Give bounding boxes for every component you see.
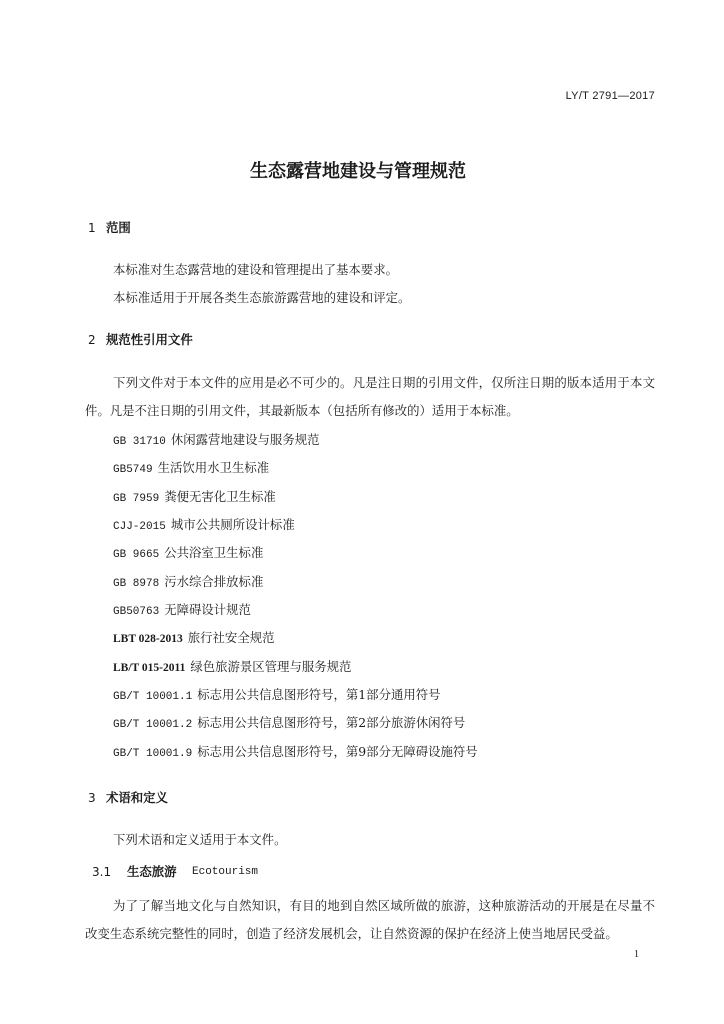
reference-item xyxy=(113,544,263,564)
section-2-intro-line: 件。凡是不注日期的引用文件，其最新版本（包括所有修改的）适用于本标准。 xyxy=(85,403,519,418)
reference-item xyxy=(113,743,478,763)
term-definition-line: 改变生态系统完整性的同时，创造了经济发展机会，让自然资源的保护在经济上使当地居民受益。 xyxy=(85,926,618,941)
reference-title: 城市公共厕所设计标准 xyxy=(170,517,295,532)
page-number: 1 xyxy=(634,949,639,960)
term-number: 3.1 xyxy=(92,865,112,879)
reference-item xyxy=(113,488,276,508)
reference-item xyxy=(113,459,269,479)
section-3-number: 3 xyxy=(88,791,96,805)
reference-code: GB5749 xyxy=(113,464,153,476)
reference-code: GB 8978 xyxy=(113,578,160,590)
reference-item xyxy=(113,601,251,621)
reference-code: GB 7959 xyxy=(113,493,160,505)
section-2-intro-line: 下列文件对于本文件的应用是必不可少的。凡是注日期的引用文件，仅所注日期的版本适用于本文 xyxy=(113,375,655,390)
reference-item xyxy=(113,629,275,648)
reference-title: 旅行社安全规范 xyxy=(187,630,275,645)
reference-title: 休闲露营地建设与服务规范 xyxy=(170,432,320,447)
reference-item xyxy=(113,686,441,706)
reference-title: 生活饮用水卫生标准 xyxy=(157,460,270,475)
reference-item xyxy=(113,573,263,593)
reference-code: LB/T 015-2011 xyxy=(113,662,186,674)
reference-title: 污水综合排放标准 xyxy=(164,574,264,589)
section-1-paragraph: 本标准适用于开展各类生态旅游露营地的建设和评定。 xyxy=(113,290,411,305)
reference-code: GB 9665 xyxy=(113,549,160,561)
reference-code: GB/T 10001.9 xyxy=(113,748,193,760)
term-name: 生态旅游 xyxy=(127,864,177,879)
document-title: 生态露营地建设与管理规范 xyxy=(250,161,466,182)
reference-title: 标志用公共信息图形符号，第1部分通用符号 xyxy=(197,687,441,702)
reference-item xyxy=(113,516,295,536)
reference-title: 绿色旅游景区管理与服务规范 xyxy=(190,659,352,674)
reference-code: GB 31710 xyxy=(113,436,166,448)
term-name-english: Ecotourism xyxy=(192,866,259,878)
term-definition-line: 为了了解当地文化与自然知识，有目的地到自然区域所做的旅游，这种旅游活动的开展是在尽量不 xyxy=(113,898,655,913)
reference-title: 标志用公共信息图形符号，第2部分旅游休闲符号 xyxy=(197,715,466,730)
reference-title: 粪便无害化卫生标准 xyxy=(164,489,276,504)
standard-code-header: LY/T 2791—2017 xyxy=(565,90,655,102)
reference-item xyxy=(113,431,320,451)
section-1-title: 范围 xyxy=(106,220,131,235)
reference-title: 标志用公共信息图形符号，第9部分无障碍设施符号 xyxy=(197,744,478,759)
reference-code: GB50763 xyxy=(113,606,160,618)
reference-title: 无障碍设计规范 xyxy=(164,602,251,617)
section-1-number: 1 xyxy=(88,221,96,235)
reference-code: CJJ-2015 xyxy=(113,521,166,533)
section-3-title: 术语和定义 xyxy=(106,790,168,805)
section-2-number: 2 xyxy=(88,333,96,347)
reference-code: GB/T 10001.2 xyxy=(113,719,193,731)
reference-title: 公共浴室卫生标准 xyxy=(164,545,264,560)
section-2-title: 规范性引用文件 xyxy=(106,332,193,347)
section-1-paragraph: 本标准对生态露营地的建设和管理提出了基本要求。 xyxy=(113,262,398,277)
reference-code: GB/T 10001.1 xyxy=(113,691,193,703)
reference-item xyxy=(113,658,351,677)
section-3-intro: 下列术语和定义适用于本文件。 xyxy=(113,832,287,847)
reference-item xyxy=(113,714,465,734)
reference-code: LBT 028-2013 xyxy=(113,633,183,645)
